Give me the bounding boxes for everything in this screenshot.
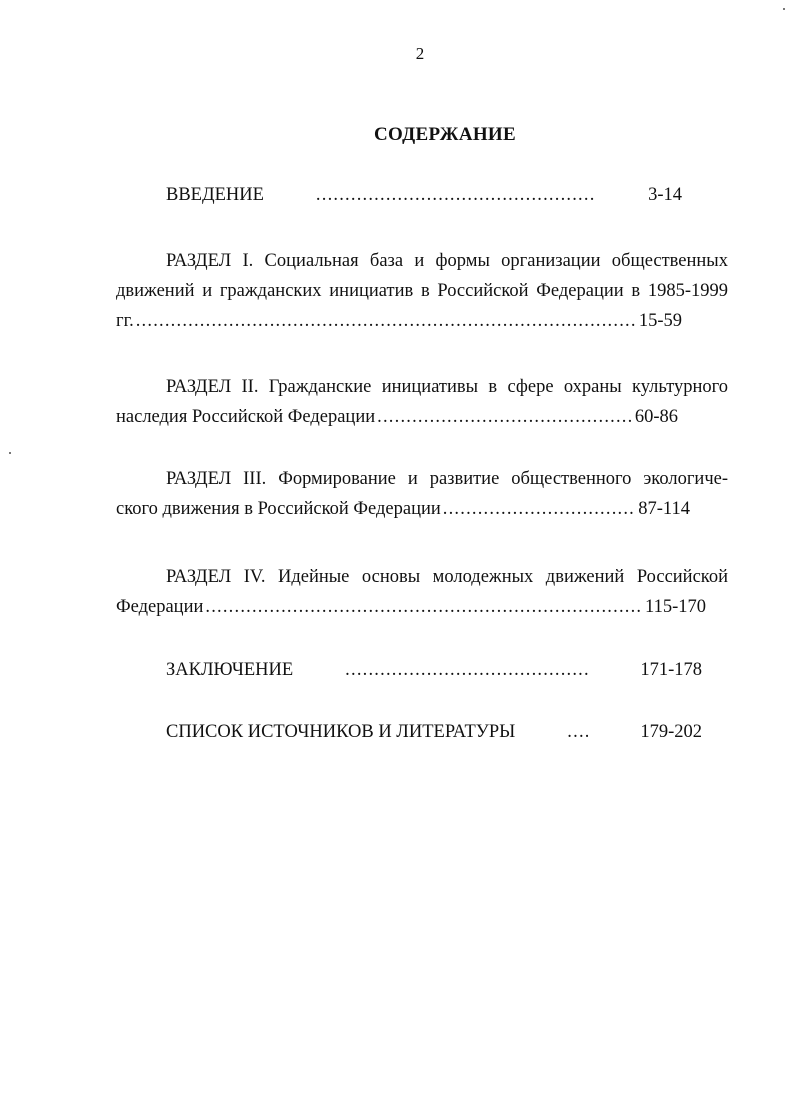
toc-label: СПИСОК ИСТОЧНИКОВ И ЛИТЕРАТУРЫ — [166, 722, 516, 742]
dot-leader — [266, 180, 596, 210]
toc-pages: 87-114 — [638, 499, 690, 519]
toc-line — [116, 655, 702, 685]
toc-line: движений и гражданских инициатив в Российской Федерации в 1985-1999 — [116, 281, 728, 301]
page-title: СОДЕРЖАНИЕ — [374, 124, 516, 145]
toc-entry-sources — [116, 717, 702, 747]
toc-line: РАЗДЕЛ II. Гражданские инициативы в сфере охраны культурного — [166, 377, 728, 397]
scan-speck — [783, 8, 785, 10]
toc-pages: 3-14 — [648, 185, 682, 205]
dot-leader — [295, 655, 588, 685]
toc-entry-section-2 — [116, 372, 728, 432]
dot-leader — [136, 306, 637, 336]
toc-pages: 15-59 — [638, 311, 682, 331]
dot-leader — [377, 402, 633, 432]
toc-pages: 171-178 — [640, 660, 702, 680]
dot-leader — [443, 494, 636, 524]
page-number: 2 — [415, 44, 425, 63]
dot-leader — [205, 592, 643, 622]
toc-label: гг. — [116, 311, 134, 331]
toc-label: ВВЕДЕНИЕ — [166, 185, 264, 205]
toc-label: ского движения в Российской Федерации — [116, 499, 441, 519]
toc-line: РАЗДЕЛ III. Формирование и развитие общественного экологиче- — [166, 469, 728, 489]
toc-entry-section-4 — [116, 562, 728, 622]
toc-line — [116, 494, 690, 524]
toc-line — [116, 180, 682, 210]
toc-entry-intro — [116, 180, 682, 210]
toc-pages: 179-202 — [640, 722, 702, 742]
toc-line: РАЗДЕЛ IV. Идейные основы молодежных движений Российской — [166, 567, 728, 587]
dot-leader — [517, 717, 588, 747]
toc-pages: 60-86 — [634, 407, 678, 427]
toc-pages: 115-170 — [645, 597, 706, 617]
toc-entry-conclusion — [116, 655, 702, 685]
toc-line — [116, 592, 706, 622]
toc-line — [116, 402, 678, 432]
toc-label: ЗАКЛЮЧЕНИЕ — [166, 660, 294, 680]
toc-label: наследия Российской Федерации — [116, 407, 376, 427]
toc-line — [116, 717, 702, 747]
toc-line: РАЗДЕЛ I. Социальная база и формы организации общественных — [166, 251, 728, 271]
scan-speck — [9, 452, 11, 454]
toc-label: Федерации — [116, 597, 204, 617]
toc-entry-section-3 — [116, 464, 728, 524]
toc-line — [116, 306, 682, 336]
toc-entry-section-1 — [116, 246, 728, 336]
